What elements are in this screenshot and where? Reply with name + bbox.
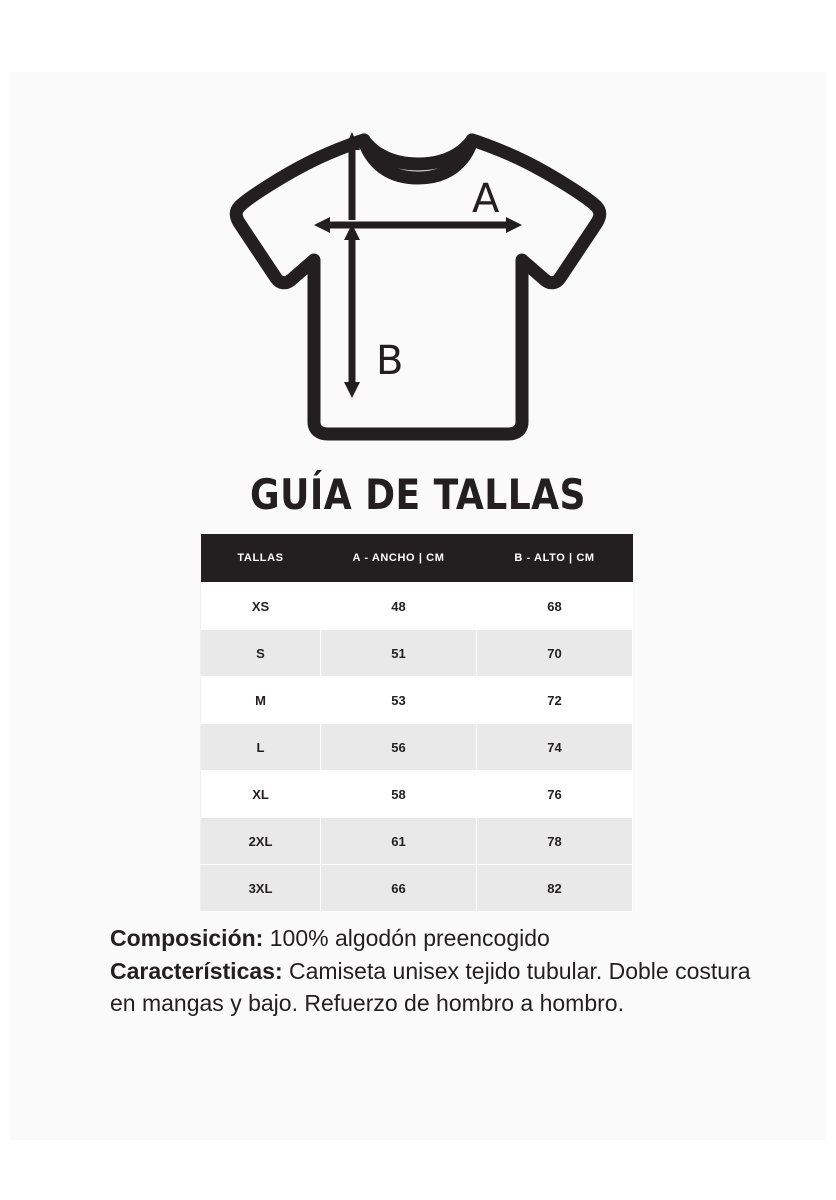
table-row <box>201 724 633 771</box>
shirt-diagram <box>10 102 826 472</box>
cell-size: L <box>201 724 321 771</box>
composition-label: Composición: <box>110 925 264 951</box>
header-width: A - ANCHO | CM <box>321 534 477 583</box>
features-label: Características: <box>110 957 283 984</box>
size-guide-sheet <box>10 72 826 1140</box>
features-line <box>110 955 770 1020</box>
composition-value: 100% algodón preencogido <box>263 925 550 951</box>
cell-size: 3XL <box>201 865 321 912</box>
cell-height: 70 <box>477 630 633 677</box>
cell-width: 56 <box>321 724 477 771</box>
cell-size: 2XL <box>201 818 321 865</box>
cell-height: 76 <box>477 771 633 818</box>
header-height: B - ALTO | CM <box>477 534 633 583</box>
table-row <box>201 818 633 865</box>
page-title: GUÍA DE TALLAS <box>250 470 586 519</box>
height-arrow <box>344 224 360 398</box>
tshirt-outline <box>236 140 600 434</box>
tshirt-icon <box>218 102 618 462</box>
cell-size: XS <box>201 583 321 630</box>
cell-size: M <box>201 677 321 724</box>
cell-size: S <box>201 630 321 677</box>
composition-line <box>110 922 770 955</box>
cell-width: 51 <box>321 630 477 677</box>
cell-height: 78 <box>477 818 633 865</box>
table-row <box>201 677 633 724</box>
features-value: Camiseta unisex tejido tubular. Doble costura en mangas y bajo. Refuerzo de hombro a hombro. <box>110 957 751 1017</box>
table-row <box>201 630 633 677</box>
label-b: B <box>376 338 404 384</box>
cell-height: 72 <box>477 677 633 724</box>
table-row <box>201 865 633 912</box>
cell-height: 74 <box>477 724 633 771</box>
header-sizes: TALLAS <box>201 534 321 583</box>
cell-width: 58 <box>321 771 477 818</box>
cell-width: 53 <box>321 677 477 724</box>
collar-arrow <box>344 132 360 220</box>
table-row <box>201 771 633 818</box>
cell-width: 48 <box>321 583 477 630</box>
label-a: A <box>472 176 500 222</box>
cell-height: 68 <box>477 583 633 630</box>
table-row <box>201 583 633 630</box>
tshirt-collar <box>364 140 472 164</box>
cell-width: 61 <box>321 818 477 865</box>
cell-size: XL <box>201 771 321 818</box>
product-notes <box>110 922 770 1020</box>
table-header-row <box>201 534 633 583</box>
size-table-wrapper <box>200 534 626 912</box>
cell-width: 66 <box>321 865 477 912</box>
cell-height: 82 <box>477 865 633 912</box>
size-table <box>200 534 633 912</box>
